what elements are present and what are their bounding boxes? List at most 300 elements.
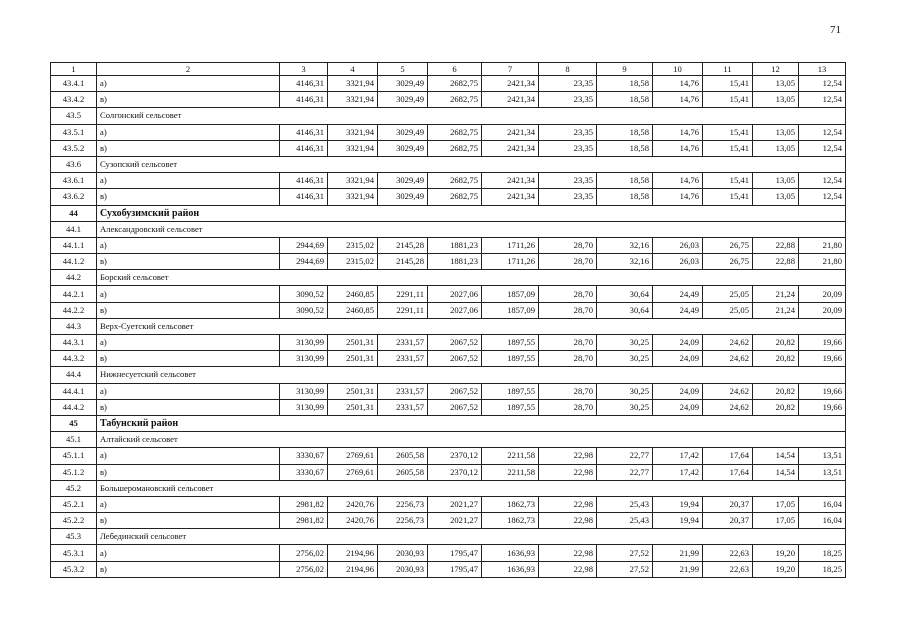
value-cell: 1795,47 (428, 545, 482, 561)
row-label: а) (97, 124, 280, 140)
district-name: Сухобузимский район (97, 205, 846, 221)
value-cell: 30,25 (597, 383, 653, 399)
value-cell: 15,41 (703, 124, 753, 140)
value-cell: 2682,75 (428, 189, 482, 205)
section-name: Лебединский сельсовет (97, 529, 846, 545)
value-cell: 32,16 (597, 237, 653, 253)
value-cell: 2501,31 (328, 351, 378, 367)
column-header: 12 (753, 63, 799, 76)
row-code: 44 (51, 205, 97, 221)
value-cell: 24,62 (703, 383, 753, 399)
value-cell: 2421,34 (482, 124, 539, 140)
value-cell: 1711,26 (482, 237, 539, 253)
value-cell: 21,80 (799, 254, 846, 270)
value-cell: 22,98 (539, 545, 597, 561)
row-code: 44.2.2 (51, 302, 97, 318)
row-code: 45.3.2 (51, 561, 97, 577)
table-row (51, 124, 846, 140)
value-cell: 1795,47 (428, 561, 482, 577)
value-cell: 17,64 (703, 464, 753, 480)
row-label: в) (97, 351, 280, 367)
value-cell: 2370,12 (428, 464, 482, 480)
value-cell: 2756,02 (280, 545, 328, 561)
value-cell: 15,41 (703, 189, 753, 205)
value-cell: 19,20 (753, 545, 799, 561)
row-code: 44.2 (51, 270, 97, 286)
column-header: 4 (328, 63, 378, 76)
column-header: 3 (280, 63, 328, 76)
row-code: 44.1.1 (51, 237, 97, 253)
value-cell: 18,58 (597, 76, 653, 92)
section-name: Большеромановский сельсовет (97, 480, 846, 496)
value-cell: 2460,85 (328, 302, 378, 318)
value-cell: 23,35 (539, 189, 597, 205)
value-cell: 2021,27 (428, 513, 482, 529)
table-header-row (51, 63, 846, 76)
value-cell: 3090,52 (280, 302, 328, 318)
value-cell: 22,63 (703, 545, 753, 561)
row-code: 43.6.2 (51, 189, 97, 205)
value-cell: 3130,99 (280, 399, 328, 415)
value-cell: 30,25 (597, 399, 653, 415)
row-label: в) (97, 561, 280, 577)
value-cell: 1897,55 (482, 335, 539, 351)
value-cell: 3321,94 (328, 173, 378, 189)
value-cell: 4146,31 (280, 124, 328, 140)
value-cell: 24,09 (653, 383, 703, 399)
value-cell: 2981,82 (280, 496, 328, 512)
value-cell: 22,63 (703, 561, 753, 577)
value-cell: 24,09 (653, 335, 703, 351)
value-cell: 25,43 (597, 513, 653, 529)
value-cell: 2420,76 (328, 513, 378, 529)
row-code: 43.4.1 (51, 76, 97, 92)
value-cell: 12,54 (799, 124, 846, 140)
value-cell: 3130,99 (280, 351, 328, 367)
value-cell: 2421,34 (482, 92, 539, 108)
value-cell: 14,76 (653, 140, 703, 156)
district-row (51, 415, 846, 431)
row-code: 44.4 (51, 367, 97, 383)
value-cell: 14,54 (753, 448, 799, 464)
value-cell: 28,70 (539, 254, 597, 270)
value-cell: 2291,11 (378, 302, 428, 318)
value-cell: 13,51 (799, 448, 846, 464)
row-code: 43.5 (51, 108, 97, 124)
table-row (51, 76, 846, 92)
row-label: а) (97, 496, 280, 512)
value-cell: 16,04 (799, 513, 846, 529)
value-cell: 2021,27 (428, 496, 482, 512)
value-cell: 4146,31 (280, 92, 328, 108)
row-code: 45.1.2 (51, 464, 97, 480)
section-name: Алтайский сельсовет (97, 432, 846, 448)
value-cell: 2682,75 (428, 140, 482, 156)
value-cell: 2331,57 (378, 351, 428, 367)
value-cell: 3321,94 (328, 140, 378, 156)
row-code: 43.6 (51, 156, 97, 172)
value-cell: 2315,02 (328, 237, 378, 253)
value-cell: 27,52 (597, 561, 653, 577)
value-cell: 12,54 (799, 140, 846, 156)
value-cell: 19,66 (799, 383, 846, 399)
value-cell: 26,03 (653, 254, 703, 270)
value-cell: 14,54 (753, 464, 799, 480)
value-cell: 25,05 (703, 302, 753, 318)
row-code: 44.4.2 (51, 399, 97, 415)
value-cell: 4146,31 (280, 189, 328, 205)
table-row (51, 448, 846, 464)
value-cell: 3130,99 (280, 383, 328, 399)
table-row (51, 464, 846, 480)
value-cell: 18,58 (597, 173, 653, 189)
value-cell: 24,62 (703, 351, 753, 367)
value-cell: 30,25 (597, 335, 653, 351)
row-code: 45.2.1 (51, 496, 97, 512)
row-code: 44.3.1 (51, 335, 97, 351)
value-cell: 32,16 (597, 254, 653, 270)
value-cell: 19,94 (653, 496, 703, 512)
row-label: а) (97, 335, 280, 351)
row-code: 45.3 (51, 529, 97, 545)
section-row (51, 318, 846, 334)
section-row (51, 529, 846, 545)
value-cell: 17,05 (753, 513, 799, 529)
value-cell: 2981,82 (280, 513, 328, 529)
value-cell: 2682,75 (428, 173, 482, 189)
row-label: в) (97, 302, 280, 318)
value-cell: 14,76 (653, 124, 703, 140)
value-cell: 28,70 (539, 383, 597, 399)
value-cell: 21,80 (799, 237, 846, 253)
value-cell: 14,76 (653, 189, 703, 205)
value-cell: 18,58 (597, 189, 653, 205)
value-cell: 25,43 (597, 496, 653, 512)
value-cell: 21,24 (753, 302, 799, 318)
table-row (51, 286, 846, 302)
value-cell: 1636,93 (482, 545, 539, 561)
column-header: 7 (482, 63, 539, 76)
district-name: Табунский район (97, 415, 846, 431)
value-cell: 15,41 (703, 92, 753, 108)
value-cell: 2067,52 (428, 383, 482, 399)
value-cell: 14,76 (653, 92, 703, 108)
table-row (51, 302, 846, 318)
value-cell: 2211,58 (482, 464, 539, 480)
row-label: а) (97, 286, 280, 302)
row-code: 44.3 (51, 318, 97, 334)
value-cell: 3321,94 (328, 124, 378, 140)
column-header: 5 (378, 63, 428, 76)
value-cell: 2421,34 (482, 140, 539, 156)
column-header: 6 (428, 63, 482, 76)
value-cell: 21,99 (653, 545, 703, 561)
value-cell: 13,05 (753, 140, 799, 156)
row-code: 44.1.2 (51, 254, 97, 270)
value-cell: 24,62 (703, 335, 753, 351)
value-cell: 19,66 (799, 399, 846, 415)
value-cell: 3029,49 (378, 76, 428, 92)
value-cell: 2331,57 (378, 383, 428, 399)
value-cell: 22,77 (597, 448, 653, 464)
value-cell: 28,70 (539, 335, 597, 351)
value-cell: 2682,75 (428, 124, 482, 140)
row-label: в) (97, 189, 280, 205)
value-cell: 3321,94 (328, 92, 378, 108)
value-cell: 2067,52 (428, 351, 482, 367)
value-cell: 21,24 (753, 286, 799, 302)
value-cell: 4146,31 (280, 140, 328, 156)
value-cell: 20,82 (753, 335, 799, 351)
table-body (51, 63, 846, 578)
value-cell: 18,58 (597, 124, 653, 140)
value-cell: 24,09 (653, 399, 703, 415)
row-label: в) (97, 254, 280, 270)
value-cell: 2030,93 (378, 545, 428, 561)
value-cell: 2027,06 (428, 302, 482, 318)
value-cell: 2605,58 (378, 448, 428, 464)
row-code: 45.1.1 (51, 448, 97, 464)
value-cell: 3029,49 (378, 173, 428, 189)
value-cell: 3321,94 (328, 76, 378, 92)
table-row (51, 513, 846, 529)
value-cell: 12,54 (799, 189, 846, 205)
row-label: а) (97, 545, 280, 561)
value-cell: 20,82 (753, 383, 799, 399)
section-name: Нижнесуетский сельсовет (97, 367, 846, 383)
row-code: 44.2.1 (51, 286, 97, 302)
row-label: а) (97, 173, 280, 189)
row-code: 43.6.1 (51, 173, 97, 189)
value-cell: 2501,31 (328, 335, 378, 351)
value-cell: 13,05 (753, 173, 799, 189)
value-cell: 2291,11 (378, 286, 428, 302)
value-cell: 2194,96 (328, 561, 378, 577)
value-cell: 15,41 (703, 140, 753, 156)
value-cell: 1897,55 (482, 351, 539, 367)
value-cell: 4146,31 (280, 173, 328, 189)
row-label: а) (97, 448, 280, 464)
value-cell: 2256,73 (378, 513, 428, 529)
value-cell: 28,70 (539, 286, 597, 302)
value-cell: 2067,52 (428, 399, 482, 415)
value-cell: 18,58 (597, 92, 653, 108)
value-cell: 23,35 (539, 140, 597, 156)
district-row (51, 205, 846, 221)
value-cell: 19,66 (799, 351, 846, 367)
column-header: 1 (51, 63, 97, 76)
value-cell: 12,54 (799, 173, 846, 189)
table-row (51, 140, 846, 156)
table-row (51, 545, 846, 561)
value-cell: 28,70 (539, 399, 597, 415)
column-header: 10 (653, 63, 703, 76)
value-cell: 2256,73 (378, 496, 428, 512)
value-cell: 17,42 (653, 464, 703, 480)
value-cell: 1897,55 (482, 399, 539, 415)
value-cell: 2027,06 (428, 286, 482, 302)
column-header: 11 (703, 63, 753, 76)
value-cell: 2211,58 (482, 448, 539, 464)
value-cell: 21,99 (653, 561, 703, 577)
value-cell: 12,54 (799, 92, 846, 108)
value-cell: 13,05 (753, 124, 799, 140)
value-cell: 19,94 (653, 513, 703, 529)
table-row (51, 92, 846, 108)
value-cell: 13,51 (799, 464, 846, 480)
value-cell: 2769,61 (328, 464, 378, 480)
value-cell: 2331,57 (378, 335, 428, 351)
value-cell: 1881,23 (428, 254, 482, 270)
value-cell: 22,77 (597, 464, 653, 480)
row-code: 45.2 (51, 480, 97, 496)
value-cell: 2145,28 (378, 237, 428, 253)
value-cell: 1862,73 (482, 513, 539, 529)
section-row (51, 367, 846, 383)
table-row (51, 254, 846, 270)
value-cell: 1711,26 (482, 254, 539, 270)
value-cell: 28,70 (539, 302, 597, 318)
section-row (51, 156, 846, 172)
value-cell: 1857,09 (482, 286, 539, 302)
row-label: в) (97, 399, 280, 415)
value-cell: 2682,75 (428, 76, 482, 92)
value-cell: 4146,31 (280, 76, 328, 92)
value-cell: 2460,85 (328, 286, 378, 302)
value-cell: 2420,76 (328, 496, 378, 512)
value-cell: 2944,69 (280, 254, 328, 270)
value-cell: 16,04 (799, 496, 846, 512)
value-cell: 1881,23 (428, 237, 482, 253)
value-cell: 28,70 (539, 351, 597, 367)
value-cell: 23,35 (539, 92, 597, 108)
value-cell: 2067,52 (428, 335, 482, 351)
value-cell: 26,75 (703, 254, 753, 270)
value-cell: 22,88 (753, 237, 799, 253)
column-header: 2 (97, 63, 280, 76)
value-cell: 24,49 (653, 302, 703, 318)
value-cell: 2145,28 (378, 254, 428, 270)
value-cell: 25,05 (703, 286, 753, 302)
value-cell: 3130,99 (280, 335, 328, 351)
value-cell: 18,25 (799, 561, 846, 577)
value-cell: 2315,02 (328, 254, 378, 270)
value-cell: 15,41 (703, 173, 753, 189)
row-code: 44.1 (51, 221, 97, 237)
row-label: а) (97, 76, 280, 92)
section-row (51, 270, 846, 286)
value-cell: 1897,55 (482, 383, 539, 399)
value-cell: 3029,49 (378, 124, 428, 140)
column-header: 9 (597, 63, 653, 76)
value-cell: 24,62 (703, 399, 753, 415)
value-cell: 2501,31 (328, 383, 378, 399)
value-cell: 22,98 (539, 464, 597, 480)
value-cell: 3029,49 (378, 92, 428, 108)
table-row (51, 399, 846, 415)
value-cell: 20,37 (703, 496, 753, 512)
value-cell: 20,82 (753, 351, 799, 367)
table-row (51, 351, 846, 367)
value-cell: 3029,49 (378, 189, 428, 205)
table-row (51, 237, 846, 253)
row-code: 45.3.1 (51, 545, 97, 561)
value-cell: 26,75 (703, 237, 753, 253)
column-header: 8 (539, 63, 597, 76)
row-code: 44.4.1 (51, 383, 97, 399)
value-cell: 28,70 (539, 237, 597, 253)
value-cell: 2421,34 (482, 76, 539, 92)
table-row (51, 335, 846, 351)
value-cell: 23,35 (539, 76, 597, 92)
value-cell: 2756,02 (280, 561, 328, 577)
value-cell: 14,76 (653, 173, 703, 189)
table-row (51, 383, 846, 399)
value-cell: 27,52 (597, 545, 653, 561)
value-cell: 15,41 (703, 76, 753, 92)
value-cell: 3321,94 (328, 189, 378, 205)
value-cell: 1857,09 (482, 302, 539, 318)
value-cell: 2421,34 (482, 173, 539, 189)
section-row (51, 108, 846, 124)
value-cell: 18,25 (799, 545, 846, 561)
value-cell: 20,37 (703, 513, 753, 529)
section-name: Александровский сельсовет (97, 221, 846, 237)
value-cell: 2501,31 (328, 399, 378, 415)
value-cell: 22,88 (753, 254, 799, 270)
value-cell: 3330,67 (280, 448, 328, 464)
value-cell: 23,35 (539, 173, 597, 189)
value-cell: 24,49 (653, 286, 703, 302)
table-row (51, 561, 846, 577)
value-cell: 3330,67 (280, 464, 328, 480)
value-cell: 13,05 (753, 189, 799, 205)
value-cell: 30,64 (597, 302, 653, 318)
value-cell: 23,35 (539, 124, 597, 140)
value-cell: 2944,69 (280, 237, 328, 253)
value-cell: 18,58 (597, 140, 653, 156)
row-label: в) (97, 513, 280, 529)
value-cell: 20,09 (799, 286, 846, 302)
row-code: 45.2.2 (51, 513, 97, 529)
row-code: 45.1 (51, 432, 97, 448)
value-cell: 30,25 (597, 351, 653, 367)
value-cell: 14,76 (653, 76, 703, 92)
section-name: Верх-Суетский сельсовет (97, 318, 846, 334)
table-row (51, 173, 846, 189)
section-name: Сузопский сельсовет (97, 156, 846, 172)
value-cell: 2421,34 (482, 189, 539, 205)
value-cell: 19,66 (799, 335, 846, 351)
section-name: Борский сельсовет (97, 270, 846, 286)
page-number: 71 (830, 24, 841, 36)
row-label: в) (97, 140, 280, 156)
table-row (51, 496, 846, 512)
row-code: 44.3.2 (51, 351, 97, 367)
value-cell: 2682,75 (428, 92, 482, 108)
value-cell: 3029,49 (378, 140, 428, 156)
value-cell: 13,05 (753, 92, 799, 108)
value-cell: 19,20 (753, 561, 799, 577)
value-cell: 2331,57 (378, 399, 428, 415)
section-row (51, 480, 846, 496)
row-label: в) (97, 92, 280, 108)
table-row (51, 189, 846, 205)
value-cell: 2194,96 (328, 545, 378, 561)
value-cell: 22,98 (539, 496, 597, 512)
value-cell: 22,98 (539, 448, 597, 464)
row-label: а) (97, 237, 280, 253)
